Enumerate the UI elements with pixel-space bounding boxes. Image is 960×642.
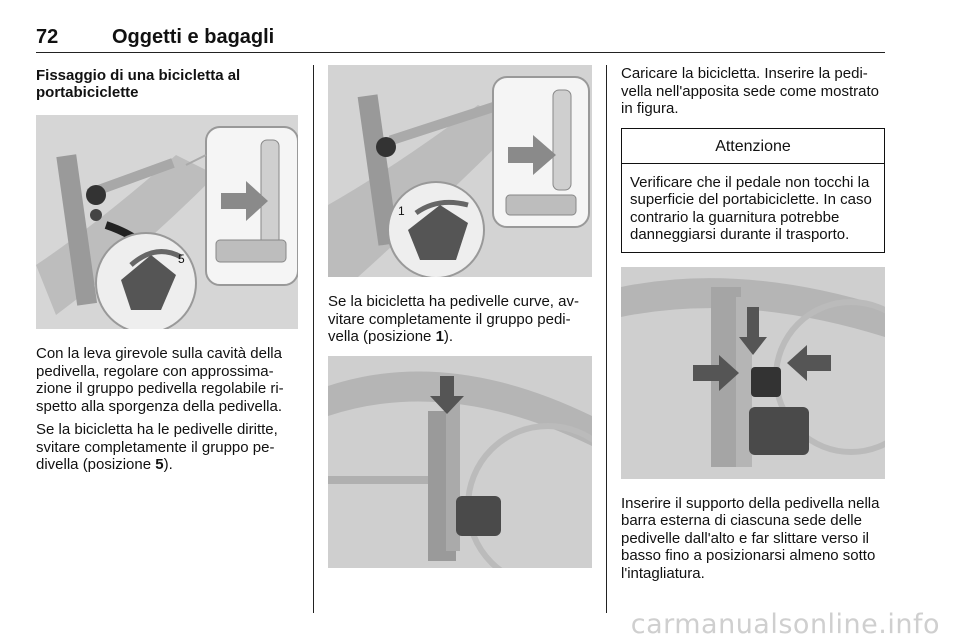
- column-divider: [313, 65, 314, 613]
- column-3: [621, 65, 885, 588]
- warning-title: Attenzione: [622, 129, 884, 164]
- watermark: carmanualsonline.info: [630, 609, 940, 640]
- dial-label-5: 5: [178, 252, 185, 266]
- column-2: [328, 65, 592, 568]
- paragraph-2: Se la bicicletta ha le pedivelle diritte, svitare completamente il gruppo pedivella (posizione 5).: [36, 421, 278, 473]
- paragraph-1: Con la leva girevole sulla cavità della pedivella, regolare con approssimazione il gruppo pedivella regolabile rispetto alla sporgenza della pedivella.: [36, 345, 284, 415]
- figure-bike-rack-crank-screw: [328, 65, 592, 277]
- page-number: 72: [36, 26, 59, 48]
- warning-box: [621, 128, 885, 253]
- warning-body: Verificare che il pedale non tocchi la superficie del portabiciclette. In caso contrario la guarnitura potrebbe danneggiarsi durante il trasporto.: [630, 173, 872, 243]
- paragraph-2: Inserire il supporto della pedivella nella barra esterna di ciascuna sede delle pedivelle dall'alto e far slittare verso il basso fino a posizionarsi almeno sotto l'intagliatura.: [621, 494, 880, 582]
- column-divider: [606, 65, 607, 613]
- page-header: [36, 22, 885, 53]
- paragraph-1: Caricare la bicicletta. Inserire la pedivella nell'apposita sede come mostrato in figura.: [621, 65, 880, 117]
- paragraph-1: Se la bicicletta ha pedivelle curve, avvitare completamente il gruppo pedivella (posizione 1).: [328, 293, 579, 345]
- figure-crank-inserted: [328, 356, 592, 568]
- figure-bike-rack-crank-adjust: [36, 115, 298, 329]
- figure-crank-support: [621, 267, 885, 479]
- section-title: Fissaggio di una bicicletta al portabiciclette: [36, 67, 241, 101]
- page-title: Oggetti e bagagli: [112, 26, 275, 48]
- column-1: [36, 65, 298, 480]
- dial-label-1: 1: [398, 204, 405, 218]
